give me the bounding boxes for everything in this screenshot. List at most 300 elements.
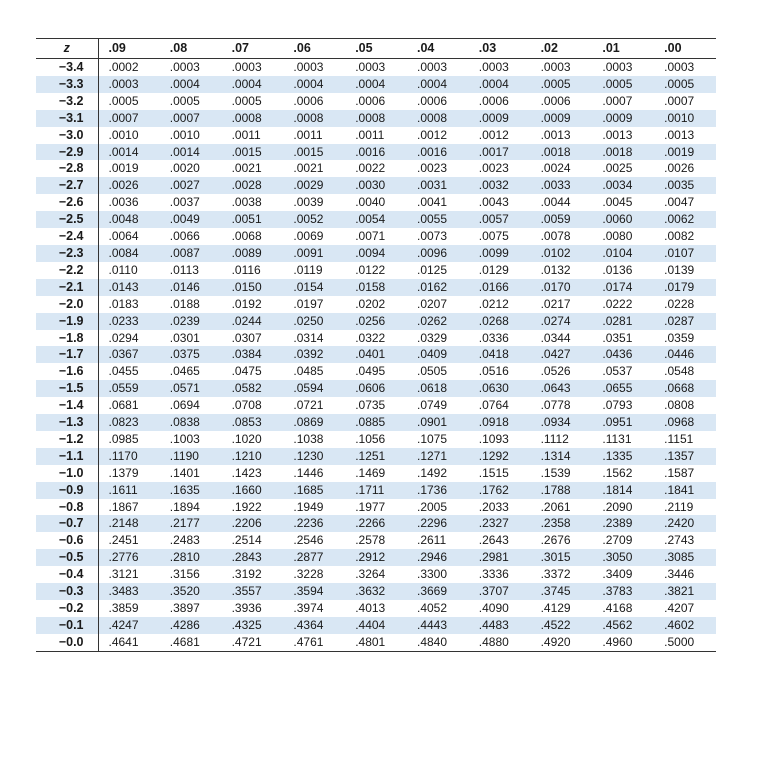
table-row	[36, 346, 716, 363]
probability-cell: .0005	[531, 76, 593, 93]
z-value-cell: −0.7	[36, 515, 98, 532]
probability-cell: .0901	[407, 414, 469, 431]
table-row	[36, 499, 716, 516]
table-row	[36, 93, 716, 110]
probability-cell: .0951	[592, 414, 654, 431]
probability-cell: .1056	[355, 431, 386, 446]
probability-cell: .1170	[98, 448, 160, 465]
z-value-cell: −3.4	[36, 59, 98, 76]
probability-cell: .3669	[407, 583, 469, 600]
probability-cell: .0006	[416, 93, 448, 108]
probability-cell: .0003	[540, 60, 571, 74]
probability-cell: .2546	[293, 533, 324, 548]
probability-cell: .3192	[231, 567, 262, 582]
probability-cell: .0033	[531, 177, 593, 194]
probability-cell: .1251	[345, 448, 407, 465]
probability-cell: .0013	[540, 127, 571, 142]
probability-cell: .0060	[592, 211, 654, 228]
probability-cell: .2946	[407, 549, 469, 566]
probability-cell: .0089	[222, 245, 284, 262]
probability-cell: .0630	[469, 380, 531, 397]
probability-cell: .0192	[231, 296, 262, 311]
probability-cell: .1038	[293, 431, 324, 446]
probability-cell: .0110	[108, 262, 138, 277]
probability-cell: .0009	[592, 110, 654, 127]
probability-cell: .0003	[169, 60, 200, 74]
probability-cell: .0401	[345, 346, 407, 363]
probability-cell: .2266	[345, 515, 407, 532]
probability-cell: .1587	[664, 465, 695, 480]
table-body	[36, 59, 716, 652]
probability-cell: .0708	[231, 398, 262, 413]
column-header: .09	[108, 41, 126, 55]
probability-cell: .4483	[469, 617, 531, 634]
probability-cell: .2743	[664, 533, 695, 548]
probability-cell: .0104	[592, 245, 654, 262]
probability-cell: .0174	[592, 279, 654, 296]
probability-cell: .0008	[283, 110, 345, 127]
probability-cell: .0968	[654, 414, 716, 431]
probability-cell: .0003	[98, 76, 160, 93]
probability-cell: .0268	[469, 313, 531, 330]
probability-cell: .2119	[664, 499, 694, 514]
probability-cell: .4880	[478, 634, 509, 649]
probability-cell: .3936	[231, 601, 262, 615]
probability-cell: .0274	[531, 313, 593, 330]
probability-cell: .4801	[355, 634, 386, 649]
probability-cell: .0031	[407, 177, 469, 194]
probability-cell: .0233	[98, 313, 160, 330]
probability-cell: .0014	[160, 144, 222, 161]
probability-cell: .0004	[345, 76, 407, 93]
probability-cell: .0694	[169, 398, 200, 413]
probability-cell: .0749	[416, 398, 448, 413]
probability-cell: .3557	[222, 583, 284, 600]
probability-cell: .3897	[169, 601, 200, 615]
probability-cell: .0869	[283, 414, 345, 431]
probability-cell: .0136	[602, 262, 633, 277]
probability-cell: .4840	[416, 634, 448, 649]
probability-cell: .3594	[283, 583, 345, 600]
probability-cell: .0002	[108, 60, 139, 74]
probability-cell: .0026	[98, 177, 160, 194]
probability-cell: .0154	[283, 279, 345, 296]
probability-cell: .0036	[108, 195, 139, 210]
table-row	[36, 160, 716, 177]
probability-cell: .3821	[654, 583, 716, 600]
table-row	[36, 397, 716, 414]
probability-cell: .0091	[283, 245, 345, 262]
probability-cell: .2327	[469, 515, 531, 532]
z-value-cell: −2.1	[36, 279, 98, 296]
probability-cell: .0017	[469, 144, 531, 161]
probability-cell: .0047	[664, 195, 695, 210]
probability-cell: .1736	[407, 482, 469, 499]
probability-cell: .1112	[540, 431, 569, 446]
probability-cell: .0516	[478, 364, 509, 379]
probability-cell: .0028	[222, 177, 284, 194]
probability-cell: .3859	[108, 601, 139, 615]
probability-cell: .0004	[222, 76, 284, 93]
probability-cell: .0003	[293, 60, 324, 74]
probability-cell: .0764	[478, 398, 509, 413]
probability-cell: .0026	[664, 161, 695, 176]
probability-cell: .4090	[478, 601, 509, 615]
probability-cell: .2090	[602, 499, 633, 514]
probability-cell: .0166	[469, 279, 531, 296]
probability-cell: .3446	[664, 567, 695, 582]
probability-cell: .1635	[160, 482, 222, 499]
probability-cell: .0244	[222, 313, 284, 330]
z-value-cell: −0.2	[36, 600, 98, 617]
column-header: .01	[602, 41, 620, 55]
probability-cell: .4681	[169, 634, 200, 649]
probability-cell: .0655	[592, 380, 654, 397]
probability-cell: .0618	[407, 380, 469, 397]
probability-cell: .0013	[602, 127, 633, 142]
probability-cell: .0082	[664, 229, 695, 244]
probability-cell: .2709	[602, 533, 633, 548]
probability-cell: .0041	[416, 195, 448, 210]
probability-cell: .0035	[654, 177, 716, 194]
probability-cell: .4013	[355, 601, 386, 615]
table-row	[36, 110, 716, 127]
probability-cell: .4562	[592, 617, 654, 634]
probability-cell: .0023	[416, 161, 448, 176]
probability-cell: .0029	[283, 177, 345, 194]
probability-cell: .0025	[602, 161, 633, 176]
probability-cell: .3300	[416, 567, 448, 582]
probability-cell: .0409	[407, 346, 469, 363]
probability-cell: .1003	[169, 431, 200, 446]
probability-cell: .0008	[222, 110, 284, 127]
probability-cell: .0139	[664, 262, 695, 277]
probability-cell: .3228	[293, 567, 324, 582]
probability-cell: .0256	[345, 313, 407, 330]
z-value-cell: −0.0	[36, 634, 98, 651]
probability-cell: .0006	[478, 93, 509, 108]
probability-cell: .0084	[98, 245, 160, 262]
probability-cell: .1539	[540, 465, 571, 480]
probability-cell: .4404	[345, 617, 407, 634]
probability-cell: .0062	[654, 211, 716, 228]
probability-cell: .4522	[531, 617, 593, 634]
table-row	[36, 414, 716, 431]
z-value-cell: −1.8	[36, 330, 98, 347]
probability-cell: .0007	[602, 93, 633, 108]
z-value-cell: −1.2	[36, 431, 98, 448]
z-value-cell: −1.6	[36, 363, 98, 380]
z-value-cell: −1.5	[36, 380, 98, 397]
probability-cell: .0384	[222, 346, 284, 363]
z-value-cell: −0.4	[36, 566, 98, 583]
probability-cell: .0005	[592, 76, 654, 93]
probability-cell: .0011	[231, 127, 261, 142]
probability-cell: .0455	[108, 364, 139, 379]
column-header: .08	[169, 41, 188, 55]
probability-cell: .0778	[540, 398, 571, 413]
z-value-cell: −1.3	[36, 414, 98, 431]
probability-cell: .0030	[345, 177, 407, 194]
probability-cell: .4602	[654, 617, 716, 634]
probability-cell: .0329	[416, 330, 448, 345]
probability-cell: .0078	[540, 229, 571, 244]
probability-cell: .0015	[222, 144, 284, 161]
probability-cell: .4286	[160, 617, 222, 634]
probability-cell: .0188	[169, 296, 200, 311]
probability-cell: .1446	[293, 465, 324, 480]
probability-cell: .3409	[602, 567, 633, 582]
probability-cell: .0643	[531, 380, 593, 397]
probability-cell: .4129	[540, 601, 571, 615]
z-value-cell: −0.1	[36, 617, 98, 634]
probability-cell: .0021	[231, 161, 262, 176]
probability-cell: .0013	[664, 127, 695, 142]
probability-cell: .0336	[478, 330, 509, 345]
probability-cell: .0475	[231, 364, 262, 379]
probability-cell: .0018	[592, 144, 654, 161]
table-row	[36, 194, 716, 211]
probability-cell: .3372	[540, 567, 571, 582]
probability-cell: .2676	[540, 533, 571, 548]
probability-cell: .0005	[169, 93, 200, 108]
probability-cell: .0217	[540, 296, 571, 311]
probability-cell: .2611	[416, 533, 447, 548]
probability-cell: .0606	[345, 380, 407, 397]
probability-cell: .0721	[293, 398, 324, 413]
probability-cell: .0034	[592, 177, 654, 194]
probability-cell: .1515	[478, 465, 509, 480]
probability-cell: .0059	[531, 211, 593, 228]
probability-cell: .1151	[664, 431, 694, 446]
probability-cell: .1379	[108, 465, 139, 480]
z-value-cell: −0.3	[36, 583, 98, 600]
probability-cell: .1788	[531, 482, 593, 499]
probability-cell: .0006	[355, 93, 386, 108]
probability-cell: .1210	[222, 448, 284, 465]
probability-cell: .0014	[98, 144, 160, 161]
probability-cell: .3745	[531, 583, 593, 600]
column-header: .03	[478, 41, 497, 55]
probability-cell: .0594	[283, 380, 345, 397]
z-value-cell: −2.5	[36, 211, 98, 228]
probability-cell: .2912	[345, 549, 407, 566]
probability-cell: .0011	[293, 127, 323, 142]
probability-cell: .0158	[345, 279, 407, 296]
probability-cell: .0681	[108, 398, 139, 413]
probability-cell: .0307	[231, 330, 262, 345]
z-column-header: z	[36, 39, 98, 59]
probability-cell: .1075	[416, 431, 448, 446]
z-value-cell: −2.3	[36, 245, 98, 262]
probability-cell: .0281	[592, 313, 654, 330]
probability-cell: .0004	[469, 76, 531, 93]
z-value-cell: −1.4	[36, 397, 98, 414]
z-value-cell: −0.6	[36, 532, 98, 549]
table-row	[36, 380, 716, 397]
column-header: .00	[664, 41, 682, 55]
table-row	[36, 262, 716, 279]
probability-cell: .0222	[602, 296, 633, 311]
probability-cell: .1922	[231, 499, 262, 514]
probability-cell: .0559	[98, 380, 160, 397]
probability-cell: .4168	[602, 601, 633, 615]
probability-cell: .0495	[355, 364, 386, 379]
probability-cell: .0102	[531, 245, 593, 262]
probability-cell: .0287	[654, 313, 716, 330]
probability-cell: .0735	[355, 398, 386, 413]
probability-cell: .0003	[602, 60, 633, 74]
probability-cell: .2358	[531, 515, 593, 532]
table-row	[36, 515, 716, 532]
z-value-cell: −2.7	[36, 177, 98, 194]
z-value-cell: −2.8	[36, 160, 98, 177]
probability-cell: .0170	[531, 279, 593, 296]
table-row	[36, 448, 716, 465]
probability-cell: .1314	[531, 448, 593, 465]
probability-cell: .0793	[602, 398, 633, 413]
probability-cell: .1492	[416, 465, 448, 480]
probability-cell: .1093	[478, 431, 509, 446]
z-value-cell: −0.5	[36, 549, 98, 566]
probability-cell: .1867	[108, 499, 139, 514]
table-row	[36, 363, 716, 380]
probability-cell: .4721	[231, 634, 262, 649]
table-row	[36, 296, 716, 313]
probability-cell: .2206	[222, 515, 284, 532]
probability-cell: .0212	[478, 296, 509, 311]
probability-cell: .0040	[355, 195, 386, 210]
probability-cell: .0436	[592, 346, 654, 363]
table-row	[36, 279, 716, 296]
probability-cell: .0853	[222, 414, 284, 431]
probability-cell: .0005	[231, 93, 262, 108]
probability-cell: .0367	[98, 346, 160, 363]
probability-cell: .0068	[231, 229, 262, 244]
probability-cell: .0007	[160, 110, 222, 127]
probability-cell: .0003	[355, 60, 386, 74]
z-value-cell: −2.6	[36, 194, 98, 211]
probability-cell: .0129	[478, 262, 509, 277]
probability-cell: .0239	[160, 313, 222, 330]
table-row	[36, 144, 716, 161]
probability-cell: .0066	[169, 229, 200, 244]
probability-cell: .0006	[540, 93, 571, 108]
probability-cell: .0197	[293, 296, 324, 311]
probability-cell: .0069	[293, 229, 324, 244]
column-header: .05	[355, 41, 373, 55]
probability-cell: .0055	[407, 211, 469, 228]
probability-cell: .3783	[592, 583, 654, 600]
probability-cell: .3632	[345, 583, 407, 600]
probability-cell: .0020	[169, 161, 200, 176]
probability-cell: .0548	[664, 364, 695, 379]
probability-cell: .0019	[108, 161, 139, 176]
probability-cell: .1190	[160, 448, 222, 465]
probability-cell: .2981	[469, 549, 531, 566]
probability-cell: .1611	[98, 482, 160, 499]
probability-cell: .3264	[355, 567, 386, 582]
probability-cell: .2578	[355, 533, 386, 548]
probability-cell: .1562	[602, 465, 633, 480]
probability-cell: .4960	[602, 634, 633, 649]
probability-cell: .0392	[283, 346, 345, 363]
table-row	[36, 76, 716, 93]
probability-cell: .0005	[108, 93, 139, 108]
probability-cell: .3050	[592, 549, 654, 566]
probability-cell: .0018	[531, 144, 593, 161]
table-row	[36, 566, 716, 583]
z-value-cell: −0.9	[36, 482, 98, 499]
probability-cell: .0427	[531, 346, 593, 363]
probability-cell: .1762	[469, 482, 531, 499]
probability-cell: .2451	[108, 533, 139, 548]
probability-cell: .4247	[98, 617, 160, 634]
probability-cell: .0183	[108, 296, 139, 311]
probability-cell: .0446	[654, 346, 716, 363]
probability-cell: .2033	[478, 499, 509, 514]
probability-cell: .3974	[293, 601, 324, 615]
z-value-cell: −1.1	[36, 448, 98, 465]
probability-cell: .0009	[531, 110, 593, 127]
table-row	[36, 634, 716, 651]
probability-cell: .1292	[469, 448, 531, 465]
probability-cell: .2177	[160, 515, 222, 532]
table-row	[36, 532, 716, 549]
probability-cell: .0099	[469, 245, 531, 262]
probability-cell: .2148	[98, 515, 160, 532]
table-row	[36, 465, 716, 482]
probability-cell: .0465	[169, 364, 200, 379]
probability-cell: .0008	[407, 110, 469, 127]
probability-cell: .0113	[169, 262, 199, 277]
probability-cell: .4207	[664, 601, 695, 615]
probability-cell: .0301	[169, 330, 200, 345]
probability-cell: .0344	[540, 330, 571, 345]
table-row	[36, 482, 716, 499]
probability-cell: .0918	[469, 414, 531, 431]
probability-cell: .0004	[407, 76, 469, 93]
z-value-cell: −1.0	[36, 465, 98, 482]
probability-cell: .2843	[222, 549, 284, 566]
probability-cell: .4443	[407, 617, 469, 634]
z-value-cell: −2.2	[36, 262, 98, 279]
probability-cell: .1711	[345, 482, 407, 499]
probability-cell: .0122	[355, 262, 386, 277]
z-value-cell: −0.8	[36, 499, 98, 516]
probability-cell: .1814	[592, 482, 654, 499]
probability-cell: .0150	[222, 279, 284, 296]
probability-cell: .0202	[355, 296, 386, 311]
probability-cell: .0132	[540, 262, 571, 277]
probability-cell: .0314	[293, 330, 324, 345]
probability-cell: .0071	[355, 229, 386, 244]
probability-cell: .0048	[98, 211, 160, 228]
probability-cell: .1841	[654, 482, 716, 499]
probability-cell: .0119	[293, 262, 323, 277]
table-row	[36, 330, 716, 347]
probability-cell: .3483	[98, 583, 160, 600]
probability-cell: .0125	[416, 262, 448, 277]
probability-cell: .0107	[654, 245, 716, 262]
header-row	[36, 39, 716, 59]
probability-cell: .0004	[283, 76, 345, 93]
probability-cell: .0228	[664, 296, 695, 311]
probability-cell: .1357	[654, 448, 716, 465]
probability-cell: .0934	[531, 414, 593, 431]
probability-cell: .1020	[231, 431, 262, 446]
z-table	[36, 38, 716, 652]
